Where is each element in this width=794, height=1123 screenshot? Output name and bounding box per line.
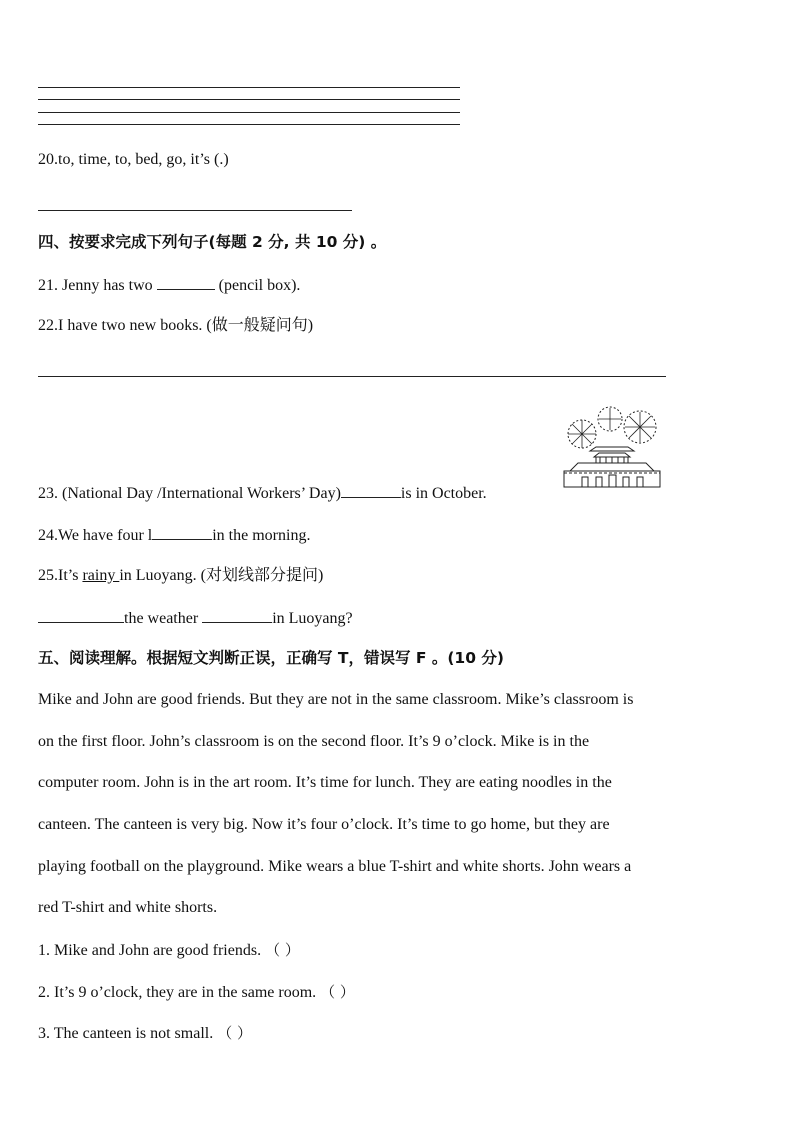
question-23-after: is in October. xyxy=(400,485,487,502)
answer-line xyxy=(38,87,460,88)
answer-line xyxy=(38,376,666,377)
passage-line: red T-shirt and white shorts. xyxy=(38,899,218,916)
passage-line: computer room. John is in the art room. It’s time for lunch. They are eating noodles in the xyxy=(38,774,612,791)
question-25-blank-2[interactable] xyxy=(202,607,272,623)
question-20-text: 20.to, time, to, bed, go, it’s (.) xyxy=(38,151,229,168)
question-21-before: 21. Jenny has two xyxy=(38,277,157,294)
question-25-answer xyxy=(38,607,353,629)
question-24-after: in the morning. xyxy=(212,527,311,544)
question-25-answer-end: in Luoyang? xyxy=(272,610,353,627)
question-23 xyxy=(38,482,487,504)
question-21 xyxy=(38,274,300,296)
question-25-after: in Luoyang. (对划线部分提问) xyxy=(119,567,324,584)
section-5-heading: 五、阅读理解。根据短文判断正误，正确写 T，错误写 F 。(10 分) xyxy=(38,649,504,667)
tf-answer-parentheses[interactable]: （ ） xyxy=(265,941,300,959)
question-21-blank[interactable] xyxy=(157,274,215,290)
question-24 xyxy=(38,524,310,546)
answer-line xyxy=(38,112,460,113)
question-24-before: 24.We have four l xyxy=(38,527,153,544)
tiananmen-fireworks-illustration xyxy=(560,405,664,491)
question-21-after: (pencil box). xyxy=(214,277,301,294)
section-4-heading: 四、按要求完成下列句子(每题 2 分, 共 10 分) 。 xyxy=(38,233,387,251)
passage-line: playing football on the playground. Mike wears a blue T-shirt and white shorts. John wears a xyxy=(38,858,632,875)
question-25-before: 25.It’s xyxy=(38,567,83,584)
answer-line xyxy=(38,210,352,211)
question-22 xyxy=(38,316,313,336)
question-25-answer-mid: the weather xyxy=(124,610,203,627)
tf-item xyxy=(38,1023,252,1044)
tf-item-text: 2. It’s 9 o’clock, they are in the same room. xyxy=(38,984,317,1001)
question-24-blank[interactable] xyxy=(152,524,212,540)
passage-line: on the first floor. John’s classroom is on the second floor. It’s 9 o’clock. Mike is in the xyxy=(38,733,590,750)
tf-item-text: 3. The canteen is not small. xyxy=(38,1025,214,1042)
tf-item-text: 1. Mike and John are good friends. xyxy=(38,942,262,959)
question-25 xyxy=(38,566,323,586)
question-25-blank-1[interactable] xyxy=(38,607,124,623)
tf-answer-parentheses[interactable]: （ ） xyxy=(320,983,355,1001)
tf-item xyxy=(38,982,355,1003)
question-23-before: 23. (National Day /International Workers’ Day) xyxy=(38,485,341,502)
question-23-blank[interactable] xyxy=(341,482,401,498)
tf-answer-parentheses[interactable]: （ ） xyxy=(217,1024,252,1042)
question-22-text: 22.I have two new books. (做一般疑问句) xyxy=(38,317,314,334)
question-25-underlined: rainy xyxy=(82,567,120,584)
passage-line: Mike and John are good friends. But they are not in the same classroom. Mike’s classroom is xyxy=(38,691,634,708)
tf-item xyxy=(38,940,300,961)
answer-line xyxy=(38,124,460,125)
question-20 xyxy=(38,150,229,170)
passage-line: canteen. The canteen is very big. Now it’s four o’clock. It’s time to go home, but they are xyxy=(38,816,610,833)
answer-line xyxy=(38,99,460,100)
